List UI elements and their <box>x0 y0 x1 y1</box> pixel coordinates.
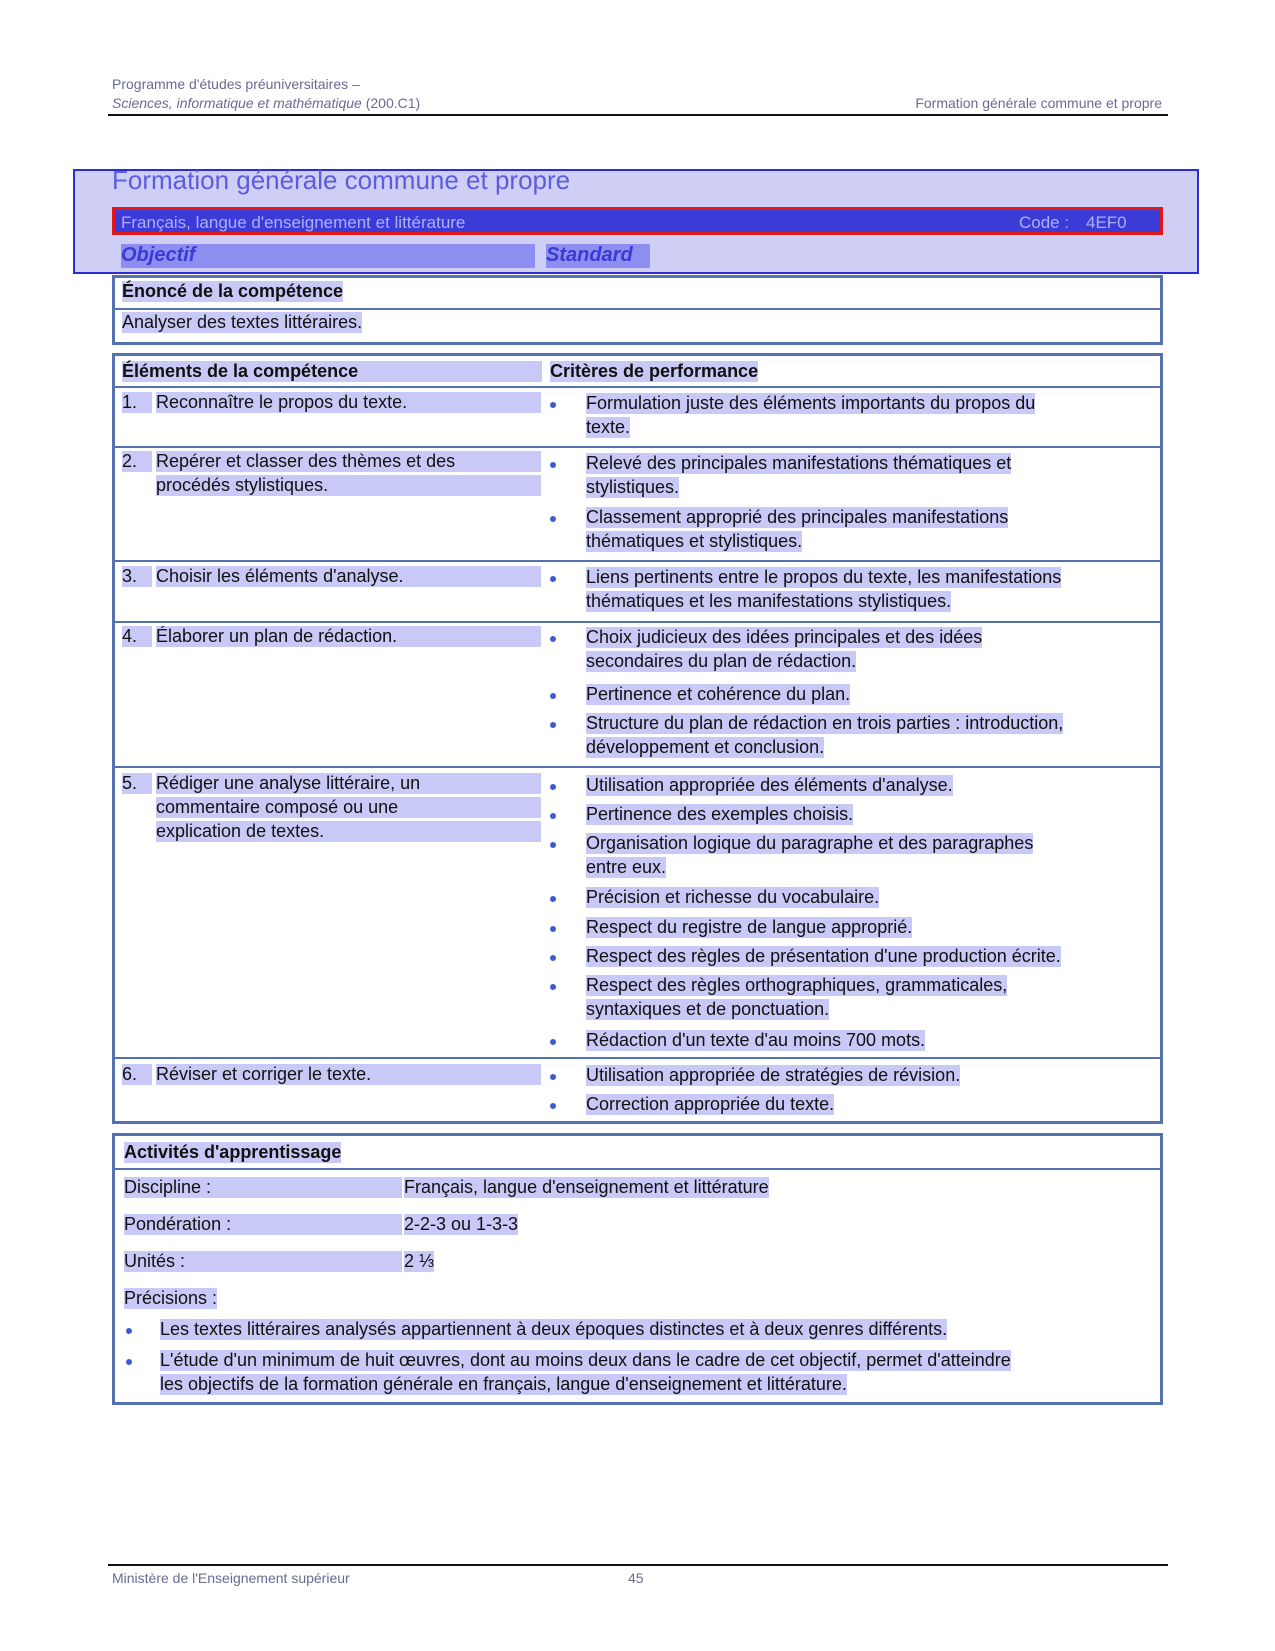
row-divider <box>115 766 1160 768</box>
criterion-text: développement et conclusion. <box>586 737 825 757</box>
criterion-text: Structure du plan de rédaction en trois parties : introduction, <box>586 713 1064 733</box>
bullet-icon <box>550 636 556 642</box>
bullet-icon <box>550 955 556 961</box>
element-number: 1. <box>122 392 152 413</box>
bullet-icon <box>550 896 556 902</box>
element-number: 2. <box>122 451 152 472</box>
bullet-icon <box>550 842 556 848</box>
row-divider <box>115 560 1160 562</box>
criterion-text: texte. <box>586 417 631 437</box>
criterion-text: Liens pertinents entre le propos du texte, les manifestations <box>586 567 1062 587</box>
criterion-text: Organisation logique du paragraphe et des paragraphes <box>586 833 1034 853</box>
row-divider <box>115 308 1160 310</box>
bullet-icon <box>550 693 556 699</box>
element-number: 5. <box>122 773 152 794</box>
header-section: Formation générale commune et propre <box>915 95 1162 111</box>
competence-heading: Énoncé de la compétence <box>122 281 344 301</box>
element-text: Rédiger une analyse littéraire, un <box>156 773 541 794</box>
criterion-text: entre eux. <box>586 857 667 877</box>
activities-heading: Activités d'apprentissage <box>124 1142 342 1162</box>
criterion-text: thématiques et stylistiques. <box>586 531 803 551</box>
ponderation-label: Pondération : <box>124 1214 402 1235</box>
bullet-icon <box>550 402 556 408</box>
footer-ministry: Ministère de l'Enseignement supérieur <box>112 1570 350 1586</box>
criterion-text: Correction appropriée du texte. <box>586 1094 835 1114</box>
unites-label: Unités : <box>124 1251 402 1272</box>
bullet-icon <box>550 1074 556 1080</box>
row-divider <box>115 1168 1160 1170</box>
element-number: 4. <box>122 626 152 647</box>
bullet-icon <box>550 926 556 932</box>
element-number: 3. <box>122 566 152 587</box>
page-title: Formation générale commune et propre <box>112 165 571 195</box>
criterion-text: thématiques et les manifestations stylistiques. <box>586 591 952 611</box>
criterion-text: Classement approprié des principales manifestations <box>586 507 1009 527</box>
criterion-text: Utilisation appropriée des éléments d'analyse. <box>586 775 953 795</box>
ponderation-value: 2-2-3 ou 1-3-3 <box>404 1214 519 1234</box>
element-text: commentaire composé ou une <box>156 797 541 818</box>
criterion-text: Précision et richesse du vocabulaire. <box>586 887 880 907</box>
bullet-icon <box>550 984 556 990</box>
criterion-text: stylistiques. <box>586 477 680 497</box>
element-number: 6. <box>122 1064 152 1085</box>
element-text: Repérer et classer des thèmes et des <box>156 451 541 472</box>
precision-text: les objectifs de la formation générale en français, langue d'enseignement et littérature. <box>160 1374 847 1394</box>
row-divider <box>115 386 1160 388</box>
element-text: procédés stylistiques. <box>156 475 541 496</box>
criterion-text: Utilisation appropriée de stratégies de révision. <box>586 1065 961 1085</box>
criterion-text: Pertinence et cohérence du plan. <box>586 684 851 704</box>
element-text: explication de textes. <box>156 821 541 842</box>
bullet-icon <box>550 516 556 522</box>
bullet-icon <box>550 576 556 582</box>
standard-label: Standard <box>546 244 650 268</box>
footer-divider <box>108 1564 1168 1566</box>
criterion-text: Respect du registre de langue approprié. <box>586 917 913 937</box>
precision-text: Les textes littéraires analysés appartiennent à deux époques distinctes et à deux genres différents. <box>160 1319 948 1339</box>
page-number: 45 <box>628 1570 644 1586</box>
criteria-heading: Critères de performance <box>550 361 759 381</box>
header-program-code: (200.C1) <box>365 95 421 111</box>
elements-heading: Éléments de la compétence <box>122 361 542 382</box>
element-text: Réviser et corriger le texte. <box>156 1064 541 1085</box>
criterion-text: syntaxiques et de ponctuation. <box>586 999 830 1019</box>
bullet-icon <box>550 784 556 790</box>
row-divider <box>115 621 1160 623</box>
element-text: Reconnaître le propos du texte. <box>156 392 541 413</box>
bullet-icon <box>550 1103 556 1109</box>
bullet-icon <box>126 1328 132 1334</box>
bullet-icon <box>550 813 556 819</box>
criterion-text: secondaires du plan de rédaction. <box>586 651 857 671</box>
discipline-value: Français, langue d'enseignement et littérature <box>404 1177 769 1197</box>
header-divider <box>108 114 1168 116</box>
criterion-text: Pertinence des exemples choisis. <box>586 804 854 824</box>
criterion-text: Relevé des principales manifestations thématiques et <box>586 453 1012 473</box>
course-code: 4EF0 <box>1086 213 1127 232</box>
objective-label: Objectif <box>121 244 535 268</box>
criterion-text: Rédaction d'un texte d'au moins 700 mots. <box>586 1030 926 1050</box>
competence-text: Analyser des textes littéraires. <box>122 312 363 332</box>
unites-value: 2 ⅓ <box>404 1251 435 1271</box>
header-program-name <box>112 95 420 111</box>
criterion-text: Respect des règles orthographiques, grammaticales, <box>586 975 1008 995</box>
row-divider <box>115 1057 1160 1059</box>
row-divider <box>115 446 1160 448</box>
criterion-text: Formulation juste des éléments importants du propos du <box>586 393 1036 413</box>
precisions-label: Précisions : <box>124 1288 218 1308</box>
course-code-label: Code : <box>1019 213 1070 232</box>
bullet-icon <box>550 1039 556 1045</box>
header-program-title: Sciences, informatique et mathématique <box>112 95 362 111</box>
bullet-icon <box>550 722 556 728</box>
discipline-label: Discipline : <box>124 1177 402 1198</box>
criterion-text: Choix judicieux des idées principales et des idées <box>586 627 983 647</box>
criterion-text: Respect des règles de présentation d'une production écrite. <box>586 946 1061 966</box>
course-name: Français, langue d'enseignement et littérature <box>121 213 466 232</box>
bullet-icon <box>550 462 556 468</box>
element-text: Élaborer un plan de rédaction. <box>156 626 541 647</box>
element-text: Choisir les éléments d'analyse. <box>156 566 541 587</box>
precision-text: L'étude d'un minimum de huit œuvres, dont au moins deux dans le cadre de cet objectif, permet d'atteindre <box>160 1350 1011 1370</box>
header-program: Programme d'études préuniversitaires – <box>112 76 360 92</box>
bullet-icon <box>126 1359 132 1365</box>
